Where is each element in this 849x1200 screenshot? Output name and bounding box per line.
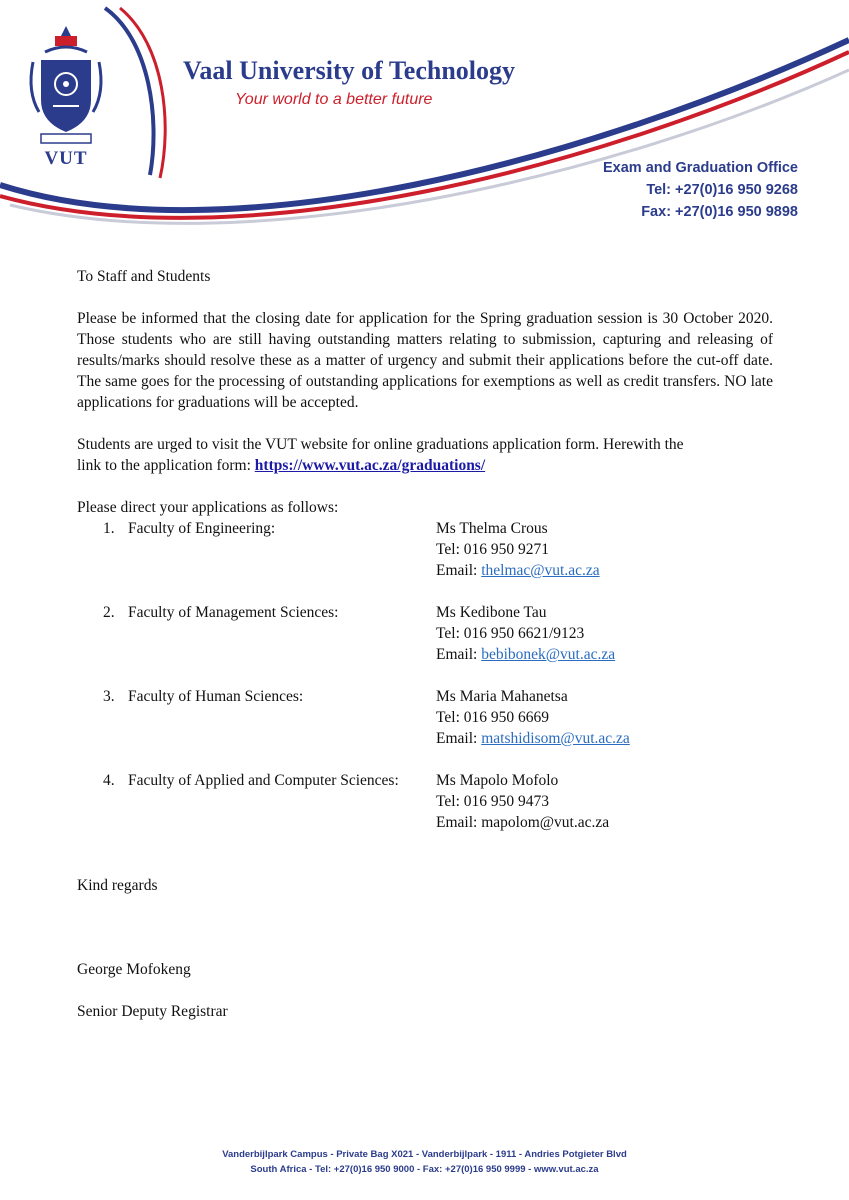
faculty-tel: Tel: 016 950 9473 bbox=[436, 793, 550, 810]
footer-address bbox=[0, 1147, 849, 1177]
faculty-contact: Ms Maria Mahanetsa bbox=[436, 688, 568, 705]
office-name: Exam and Graduation Office bbox=[603, 160, 798, 176]
faculty-name: Faculty of Applied and Computer Sciences: bbox=[128, 772, 399, 789]
faculty-tel: Tel: 016 950 6669 bbox=[436, 709, 550, 726]
faculty-number: 2. bbox=[103, 604, 115, 621]
faculty-email-link[interactable]: mapolom@vut.ac.za bbox=[481, 814, 610, 831]
paragraph-website bbox=[77, 434, 773, 476]
faculty-name: Faculty of Human Sciences: bbox=[128, 688, 304, 705]
faculty-contact: Ms Thelma Crous bbox=[436, 520, 548, 537]
faculty-contact: Ms Mapolo Mofolo bbox=[436, 772, 559, 789]
faculty-item bbox=[77, 602, 773, 623]
faculty-email-link[interactable]: thelmac@vut.ac.za bbox=[481, 562, 600, 579]
office-fax: Fax: +27(0)16 950 9898 bbox=[641, 204, 798, 220]
faculty-email-label: Email: bbox=[436, 730, 482, 747]
faculty-tel: Tel: 016 950 9271 bbox=[436, 541, 550, 558]
faculty-email-row bbox=[436, 644, 615, 665]
application-form-link[interactable]: https://www.vut.ac.za/graduations/ bbox=[254, 457, 486, 474]
faculty-email-row bbox=[436, 812, 609, 833]
paragraph-closing-date: Please be informed that the closing date for application for the Spring graduation session is 30 October 2020. Those students who are still having outstanding matters relating to submission, capturing and releasing of results/marks should resolve these as a matter of urgency and submit their applications before the cut-off date. The same goes for the processing of outstanding applications for exemptions as well as credit transfers. NO late applications for graduations will be accepted. bbox=[77, 310, 773, 411]
faculty-email-link[interactable]: bebibonek@vut.ac.za bbox=[481, 646, 616, 663]
faculty-number: 3. bbox=[103, 688, 115, 705]
faculty-item bbox=[77, 686, 773, 707]
faculty-name: Faculty of Engineering: bbox=[128, 520, 276, 537]
faculty-number: 1. bbox=[103, 520, 115, 537]
faculty-email-label: Email: bbox=[436, 814, 482, 831]
faculty-email-label: Email: bbox=[436, 562, 482, 579]
faculty-email-row bbox=[436, 560, 600, 581]
faculty-email-label: Email: bbox=[436, 646, 482, 663]
paragraph-website-line1: Students are urged to visit the VUT website for online graduations application form. Herewith the bbox=[77, 436, 684, 453]
office-contact-block bbox=[603, 157, 798, 223]
footer-line2: South Africa - Tel: +27(0)16 950 9000 - Fax: +27(0)16 950 9999 - www.vut.ac.za bbox=[250, 1164, 599, 1175]
faculty-item bbox=[77, 518, 773, 539]
salutation: To Staff and Students bbox=[77, 268, 211, 285]
faculty-list bbox=[77, 518, 773, 833]
faculty-item bbox=[77, 770, 773, 791]
signatory-title: Senior Deputy Registrar bbox=[77, 1003, 228, 1020]
faculty-name: Faculty of Management Sciences: bbox=[128, 604, 339, 621]
faculty-contact: Ms Kedibone Tau bbox=[436, 604, 547, 621]
faculty-email-link[interactable]: matshidisom@vut.ac.za bbox=[481, 730, 630, 747]
closing: Kind regards bbox=[77, 877, 158, 894]
university-crest-logo bbox=[25, 22, 107, 152]
paragraph-website-prefix: link to the application form: bbox=[77, 457, 255, 474]
footer-line1: Vanderbijlpark Campus - Private Bag X021 - Vanderbijlpark - 1911 - Andries Potgieter Blvd bbox=[222, 1149, 627, 1160]
faculty-tel: Tel: 016 950 6621/9123 bbox=[436, 625, 585, 642]
office-tel: Tel: +27(0)16 950 9268 bbox=[646, 182, 798, 198]
faculty-email-row bbox=[436, 728, 630, 749]
directive: Please direct your applications as follows: bbox=[77, 499, 339, 516]
faculty-number: 4. bbox=[103, 772, 115, 789]
letter-body bbox=[77, 266, 773, 1022]
signatory-name: George Mofokeng bbox=[77, 961, 191, 978]
tagline: Your world to a better future bbox=[235, 91, 433, 108]
university-name: Vaal University of Technology bbox=[183, 56, 516, 85]
crest-label: VUT bbox=[44, 148, 88, 169]
